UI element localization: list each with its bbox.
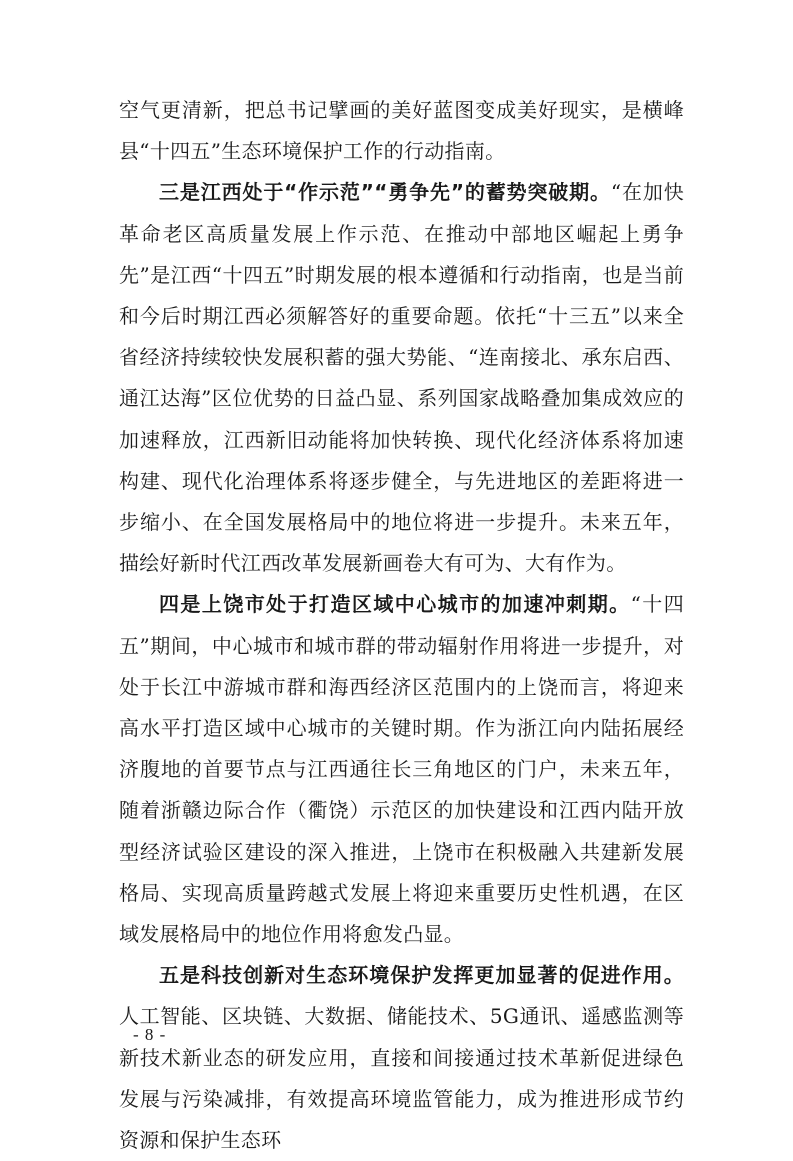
paragraph-4-lead: 五是科技创新对生态环境保护发挥更加显著的促进作用。 (159, 963, 684, 988)
body-text (119, 90, 684, 1161)
paragraph-4-text: 人工智能、区块链、大数据、储能技术、5G通讯、遥感监测等新技术新业态的研发应用，直接和间接通过技术革新促进绿色发展与污染减排，有效提高环境监管能力，成为推进形成节约资源和保护生态环 (119, 1004, 684, 1153)
paragraph-1 (119, 90, 684, 172)
paragraph-3-lead: 四是上饶市处于打造区域中心城市的加速冲刺期。 (159, 592, 631, 617)
paragraph-2-text: “在加快革命老区高质量发展上作示范、在推动中部地区崛起上勇争先”是江西“十四五”时期发展的根本遵循和行动指南，也是当前和今后时期江西必须解答好的重要命题。依托“十三五”以来全省经济持续较快发展积蓄的强大势能、“连南接北、承东启西、通江达海”区位优势的日益凸显、系列国家战略叠加集成效应的加速释放，江西新旧动能将加快转换、现代化经济体系将加速构建、现代化治理体系将逐步健全，与先进地区的差距将进一步缩小、在全国发展格局中的地位将进一步提升。未来五年，描绘好新时代江西改革发展新画卷大有可为、大有作为。 (119, 180, 684, 576)
paragraph-4 (119, 955, 684, 1161)
paragraph-3-text: “十四五”期间，中心城市和城市群的带动辐射作用将进一步提升，对处于长江中游城市群和海西经济区范围内的上饶而言，将迎来高水平打造区域中心城市的关键时期。作为浙江向内陆拓展经济腹地的首要节点与江西通往长三角地区的门户，未来五年，随着浙赣边际合作（衢饶）示范区的加快建设和江西内陆开放型经济试验区建设的深入推进，上饶市在积极融入共建新发展格局、实现高质量跨越式发展上将迎来重要历史性机遇，在区域发展格局中的地位作用将愈发凸显。 (119, 592, 684, 947)
page-number: - 8 - (133, 1025, 167, 1044)
paragraph-1-text: 空气更清新，把总书记擘画的美好蓝图变成美好现实，是横峰县“十四五”生态环境保护工作的行动指南。 (119, 98, 684, 164)
paragraph-2 (119, 172, 684, 584)
paragraph-2-lead: 三是江西处于“作示范”“勇争先”的蓄势突破期。 (159, 180, 611, 205)
paragraph-3 (119, 584, 684, 955)
